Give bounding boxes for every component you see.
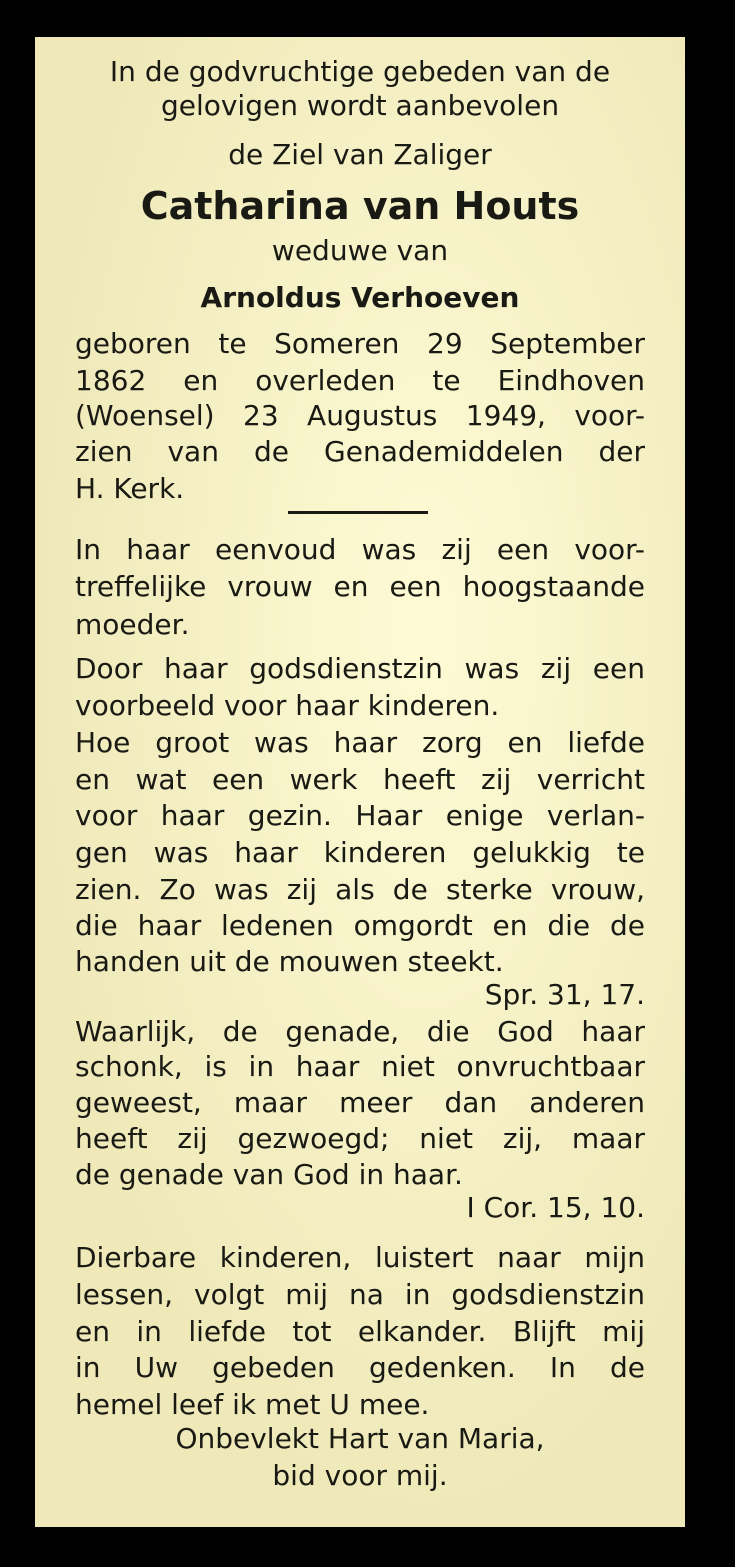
para5-line-3: en in liefde tot elkander. Blijft mij [75,1315,645,1348]
intro-line-2: gelovigen wordt aanbevolen [160,89,560,122]
para1-line-2: treffelijke vrouw en een hoogstaande [75,570,645,603]
para4-line-5: de genade van God in haar. [75,1158,463,1191]
prayer-line-1: Onbevlekt Hart van Maria, [175,1422,545,1455]
deceased-name: Catharina van Houts [140,184,580,228]
life-line-5: H. Kerk. [75,472,185,505]
para3-line-1: Hoe groot was haar zorg en liefde [75,726,645,759]
para4-line-1: Waarlijk, de genade, die God haar [75,1015,645,1048]
para3-line-3: voor haar gezin. Haar enige verlan- [75,799,645,832]
para3-line-7: handen uit de mouwen steekt. [75,945,504,978]
para3-line-6: die haar ledenen omgordt en die de [75,909,645,942]
scripture-reference-1: Spr. 31, 17. [484,978,645,1011]
life-line-3: (Woensel) 23 Augustus 1949, voor- [75,399,645,432]
para1-line-3: moeder. [75,608,190,641]
memorial-card [35,37,685,1527]
para2-line-2: voorbeeld voor haar kinderen. [75,689,500,722]
prayer-line-2: bid voor mij. [272,1459,448,1492]
para5-line-4: in Uw gebeden gedenken. In de [75,1351,645,1384]
husband-name: Arnoldus Verhoeven [200,281,520,314]
intro-line-3: de Ziel van Zaliger [228,138,492,171]
para5-line-1: Dierbare kinderen, luistert naar mijn [75,1241,645,1274]
para3-line-5: zien. Zo was zij als de sterke vrouw, [75,873,645,906]
life-line-1: geboren te Someren 29 September [75,327,645,360]
divider-rule [288,511,428,514]
para2-line-1: Door haar godsdienstzin was zij een [75,652,645,685]
life-line-2: 1862 en overleden te Eindhoven [75,364,645,397]
para3-line-4: gen was haar kinderen gelukkig te [75,836,645,869]
para4-line-4: heeft zij gezwoegd; niet zij, maar [75,1122,645,1155]
para4-line-2: schonk, is in haar niet onvruchtbaar [75,1050,645,1083]
para5-line-2: lessen, volgt mij na in godsdienstzin [75,1278,645,1311]
intro-line-1: In de godvruchtige gebeden van de [109,55,611,88]
relation-text: weduwe van [271,234,449,267]
para5-line-5: hemel leef ik met U mee. [75,1388,430,1421]
scripture-reference-2: I Cor. 15, 10. [466,1191,645,1224]
para1-line-1: In haar eenvoud was zij een voor- [75,533,645,566]
para3-line-2: en wat een werk heeft zij verricht [75,763,645,796]
life-line-4: zien van de Genademiddelen der [75,435,645,468]
para4-line-3: geweest, maar meer dan anderen [75,1086,645,1119]
